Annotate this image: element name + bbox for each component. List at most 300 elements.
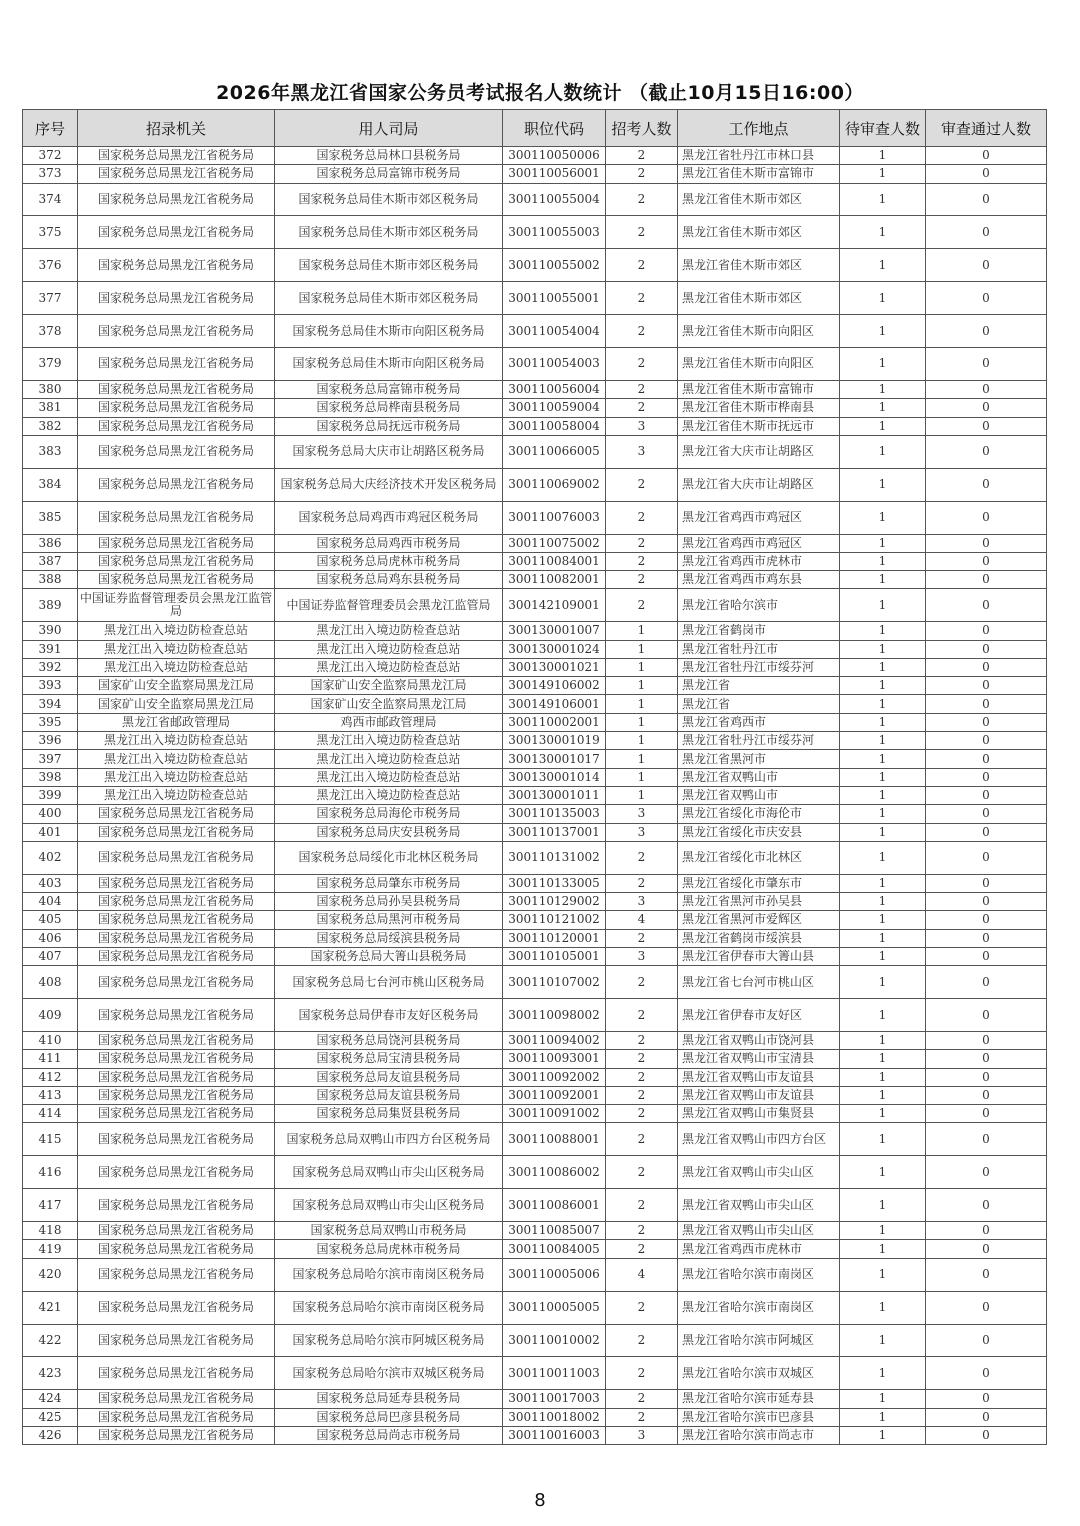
row-quota: 2 [606,1068,678,1086]
row-pending-count: 1 [840,1390,926,1408]
row-number: 423 [23,1357,78,1390]
row-agency: 黑龙江出入境边防检查总站 [78,732,275,750]
table-row [23,348,1047,381]
row-quota: 2 [606,1086,678,1104]
row-position-code: 300149106002 [503,677,606,695]
row-department: 国家税务总局哈尔滨市双城区税务局 [275,1357,503,1390]
row-pending-count: 1 [840,999,926,1032]
row-agency: 国家税务总局黑龙江省税务局 [78,315,275,348]
row-department: 国家税务总局佳木斯市向阳区税务局 [275,348,503,381]
row-pending-count: 1 [840,1258,926,1291]
row-department: 国家税务总局大庆经济技术开发区税务局 [275,468,503,501]
row-pending-count: 1 [840,534,926,552]
row-passed-count: 0 [926,1240,1047,1258]
row-number: 418 [23,1222,78,1240]
row-pending-count: 1 [840,911,926,929]
row-quota: 2 [606,589,678,622]
row-quota: 1 [606,732,678,750]
row-agency: 国家税务总局黑龙江省税务局 [78,1156,275,1189]
row-number: 422 [23,1324,78,1357]
row-location: 黑龙江省哈尔滨市阿城区 [678,1324,840,1357]
table-row [23,399,1047,417]
row-passed-count: 0 [926,1324,1047,1357]
row-number: 395 [23,713,78,731]
row-number: 390 [23,622,78,640]
table-row [23,841,1047,874]
row-pending-count: 1 [840,147,926,165]
row-agency: 国家税务总局黑龙江省税务局 [78,571,275,589]
row-agency: 黑龙江出入境边防检查总站 [78,622,275,640]
row-location: 黑龙江省佳木斯市抚远市 [678,417,840,435]
row-position-code: 300110017003 [503,1390,606,1408]
table-row [23,911,1047,929]
row-location: 黑龙江省鸡西市鸡东县 [678,571,840,589]
row-location: 黑龙江省绥化市北林区 [678,841,840,874]
row-department: 国家税务总局哈尔滨市南岗区税务局 [275,1258,503,1291]
row-quota: 2 [606,216,678,249]
row-position-code: 300110082001 [503,571,606,589]
row-quota: 2 [606,147,678,165]
row-number: 385 [23,501,78,534]
table-row [23,640,1047,658]
table-row [23,768,1047,786]
row-agency: 国家税务总局黑龙江省税务局 [78,911,275,929]
column-header-passed: 审查通过人数 [926,110,1047,147]
row-quota: 2 [606,1222,678,1240]
row-agency: 国家税务总局黑龙江省税务局 [78,823,275,841]
row-department: 国家税务总局伊春市友好区税务局 [275,999,503,1032]
row-pending-count: 1 [840,589,926,622]
row-agency: 国家税务总局黑龙江省税务局 [78,841,275,874]
row-pending-count: 1 [840,1291,926,1324]
row-quota: 1 [606,713,678,731]
row-department: 国家税务总局佳木斯市郊区税务局 [275,249,503,282]
column-header-quota: 招考人数 [606,110,678,147]
table-row [23,929,1047,947]
row-pending-count: 1 [840,823,926,841]
row-pending-count: 1 [840,1086,926,1104]
row-quota: 1 [606,786,678,804]
row-location: 黑龙江省绥化市庆安县 [678,823,840,841]
table-row [23,417,1047,435]
row-pending-count: 1 [840,1189,926,1222]
row-agency: 黑龙江出入境边防检查总站 [78,640,275,658]
row-location: 黑龙江省黑河市孙吴县 [678,893,840,911]
row-position-code: 300110059004 [503,399,606,417]
row-position-code: 300130001017 [503,750,606,768]
row-passed-count: 0 [926,380,1047,398]
row-pending-count: 1 [840,380,926,398]
row-number: 403 [23,874,78,892]
row-agency: 国家税务总局黑龙江省税务局 [78,552,275,570]
row-position-code: 300110086002 [503,1156,606,1189]
row-number: 407 [23,947,78,965]
row-location: 黑龙江省佳木斯市富锦市 [678,165,840,183]
row-agency: 国家税务总局黑龙江省税务局 [78,147,275,165]
table-row [23,315,1047,348]
row-department: 国家税务总局大庆市让胡路区税务局 [275,435,503,468]
row-position-code: 300110086001 [503,1189,606,1222]
row-pending-count: 1 [840,1068,926,1086]
row-department: 国家矿山安全监察局黑龙江局 [275,695,503,713]
row-quota: 1 [606,622,678,640]
row-quota: 3 [606,893,678,911]
row-number: 417 [23,1189,78,1222]
row-position-code: 300110092001 [503,1086,606,1104]
row-number: 408 [23,966,78,999]
row-quota: 2 [606,1123,678,1156]
row-pending-count: 1 [840,750,926,768]
row-passed-count: 0 [926,165,1047,183]
row-position-code: 300110002001 [503,713,606,731]
row-agency: 国家税务总局黑龙江省税务局 [78,1291,275,1324]
table-row [23,216,1047,249]
row-location: 黑龙江省佳木斯市郊区 [678,216,840,249]
row-passed-count: 0 [926,1156,1047,1189]
row-passed-count: 0 [926,417,1047,435]
table-row [23,435,1047,468]
row-agency: 黑龙江出入境边防检查总站 [78,750,275,768]
row-passed-count: 0 [926,622,1047,640]
table-row [23,589,1047,622]
row-pending-count: 1 [840,713,926,731]
row-passed-count: 0 [926,1408,1047,1426]
row-department: 国家税务总局哈尔滨市阿城区税务局 [275,1324,503,1357]
row-location: 黑龙江省佳木斯市郊区 [678,249,840,282]
row-pending-count: 1 [840,768,926,786]
row-passed-count: 0 [926,929,1047,947]
row-quota: 2 [606,1105,678,1123]
row-passed-count: 0 [926,501,1047,534]
row-pending-count: 1 [840,417,926,435]
row-position-code: 300110092002 [503,1068,606,1086]
row-department: 国家税务总局延寿县税务局 [275,1390,503,1408]
row-passed-count: 0 [926,589,1047,622]
row-quota: 2 [606,1240,678,1258]
row-agency: 国家税务总局黑龙江省税务局 [78,1240,275,1258]
column-header-no: 序号 [23,110,78,147]
row-quota: 2 [606,1324,678,1357]
row-quota: 2 [606,929,678,947]
row-quota: 3 [606,435,678,468]
row-location: 黑龙江省牡丹江市 [678,640,840,658]
row-passed-count: 0 [926,713,1047,731]
row-number: 420 [23,1258,78,1291]
row-number: 387 [23,552,78,570]
row-position-code: 300110084005 [503,1240,606,1258]
row-location: 黑龙江省哈尔滨市双城区 [678,1357,840,1390]
row-number: 373 [23,165,78,183]
row-location: 黑龙江省双鸭山市尖山区 [678,1156,840,1189]
row-number: 388 [23,571,78,589]
row-position-code: 300110010002 [503,1324,606,1357]
row-passed-count: 0 [926,571,1047,589]
row-quota: 2 [606,315,678,348]
table-row [23,1032,1047,1050]
row-position-code: 300110050006 [503,147,606,165]
row-department: 国家税务总局鸡西市鸡冠区税务局 [275,501,503,534]
row-location: 黑龙江省佳木斯市桦南县 [678,399,840,417]
row-location: 黑龙江省黑河市 [678,750,840,768]
table-row [23,249,1047,282]
row-location: 黑龙江省哈尔滨市尚志市 [678,1426,840,1444]
row-quota: 2 [606,348,678,381]
row-position-code: 300130001024 [503,640,606,658]
row-location: 黑龙江省佳木斯市郊区 [678,183,840,216]
row-passed-count: 0 [926,1032,1047,1050]
row-agency: 国家税务总局黑龙江省税务局 [78,1357,275,1390]
row-number: 396 [23,732,78,750]
row-pending-count: 1 [840,874,926,892]
row-agency: 国家税务总局黑龙江省税务局 [78,380,275,398]
row-pending-count: 1 [840,1324,926,1357]
row-department: 国家税务总局佳木斯市向阳区税务局 [275,315,503,348]
row-location: 黑龙江省鹤岗市绥滨县 [678,929,840,947]
row-department: 国家矿山安全监察局黑龙江局 [275,677,503,695]
row-location: 黑龙江省 [678,677,840,695]
row-pending-count: 1 [840,805,926,823]
column-header-agency: 招录机关 [78,110,275,147]
table-row [23,1258,1047,1291]
row-quota: 2 [606,874,678,892]
row-position-code: 300110066005 [503,435,606,468]
row-number: 414 [23,1105,78,1123]
table-row [23,501,1047,534]
row-number: 419 [23,1240,78,1258]
table-row [23,1105,1047,1123]
row-department: 国家税务总局庆安县税务局 [275,823,503,841]
row-department: 国家税务总局鸡西市税务局 [275,534,503,552]
row-number: 421 [23,1291,78,1324]
row-passed-count: 0 [926,1123,1047,1156]
row-department: 国家税务总局巴彦县税务局 [275,1408,503,1426]
row-number: 397 [23,750,78,768]
row-location: 黑龙江省鹤岗市 [678,622,840,640]
row-location: 黑龙江省 [678,695,840,713]
row-department: 国家税务总局鸡东县税务局 [275,571,503,589]
row-number: 375 [23,216,78,249]
row-passed-count: 0 [926,1050,1047,1068]
row-quota: 2 [606,1050,678,1068]
table-row [23,147,1047,165]
row-position-code: 300110018002 [503,1408,606,1426]
row-pending-count: 1 [840,786,926,804]
table-row [23,823,1047,841]
row-position-code: 300110120001 [503,929,606,947]
row-department: 国家税务总局集贤县税务局 [275,1105,503,1123]
row-pending-count: 1 [840,552,926,570]
row-quota: 4 [606,1258,678,1291]
row-location: 黑龙江省鸡西市鸡冠区 [678,501,840,534]
table-row [23,1222,1047,1240]
row-location: 黑龙江省双鸭山市宝清县 [678,1050,840,1068]
row-agency: 国家税务总局黑龙江省税务局 [78,348,275,381]
row-quota: 3 [606,1426,678,1444]
row-number: 392 [23,658,78,676]
row-quota: 1 [606,695,678,713]
row-department: 黑龙江出入境边防检查总站 [275,622,503,640]
row-pending-count: 1 [840,348,926,381]
row-agency: 黑龙江出入境边防检查总站 [78,768,275,786]
row-department: 国家税务总局尚志市税务局 [275,1426,503,1444]
row-pending-count: 1 [840,435,926,468]
row-passed-count: 0 [926,315,1047,348]
registration-stats-table [22,109,1047,1445]
row-department: 国家税务总局双鸭山市尖山区税务局 [275,1189,503,1222]
row-location: 黑龙江省佳木斯市郊区 [678,282,840,315]
row-agency: 国家税务总局黑龙江省税务局 [78,1032,275,1050]
row-position-code: 300110005006 [503,1258,606,1291]
row-agency: 国家矿山安全监察局黑龙江局 [78,695,275,713]
row-location: 黑龙江省双鸭山市尖山区 [678,1189,840,1222]
row-quota: 2 [606,552,678,570]
table-row [23,380,1047,398]
row-position-code: 300142109001 [503,589,606,622]
row-position-code: 300130001021 [503,658,606,676]
row-quota: 2 [606,1189,678,1222]
row-passed-count: 0 [926,399,1047,417]
table-row [23,1068,1047,1086]
table-row [23,1291,1047,1324]
row-number: 391 [23,640,78,658]
row-quota: 1 [606,750,678,768]
row-agency: 国家税务总局黑龙江省税务局 [78,1324,275,1357]
row-position-code: 300110005005 [503,1291,606,1324]
table-header-row [23,110,1047,147]
row-position-code: 300110121002 [503,911,606,929]
row-passed-count: 0 [926,947,1047,965]
row-location: 黑龙江省牡丹江市绥芬河 [678,658,840,676]
row-quota: 2 [606,165,678,183]
row-department: 国家税务总局富锦市税务局 [275,380,503,398]
table-row [23,622,1047,640]
row-position-code: 300110069002 [503,468,606,501]
row-number: 425 [23,1408,78,1426]
row-number: 401 [23,823,78,841]
row-department: 国家税务总局七台河市桃山区税务局 [275,966,503,999]
row-agency: 国家税务总局黑龙江省税务局 [78,534,275,552]
column-header-pending: 待审查人数 [840,110,926,147]
row-location: 黑龙江省佳木斯市向阳区 [678,315,840,348]
table-row [23,1426,1047,1444]
row-quota: 3 [606,823,678,841]
row-quota: 2 [606,966,678,999]
row-position-code: 300110088001 [503,1123,606,1156]
table-row [23,1050,1047,1068]
row-agency: 国家税务总局黑龙江省税务局 [78,501,275,534]
row-pending-count: 1 [840,966,926,999]
row-agency: 黑龙江省邮政管理局 [78,713,275,731]
row-position-code: 300130001007 [503,622,606,640]
row-quota: 3 [606,805,678,823]
row-location: 黑龙江省鸡西市鸡冠区 [678,534,840,552]
row-department: 国家税务总局佳木斯市郊区税务局 [275,183,503,216]
row-location: 黑龙江省双鸭山市四方台区 [678,1123,840,1156]
row-location: 黑龙江省绥化市肇东市 [678,874,840,892]
table-row [23,999,1047,1032]
row-department: 国家税务总局哈尔滨市南岗区税务局 [275,1291,503,1324]
row-passed-count: 0 [926,1390,1047,1408]
row-number: 379 [23,348,78,381]
row-quota: 2 [606,282,678,315]
row-passed-count: 0 [926,893,1047,911]
row-agency: 国家税务总局黑龙江省税务局 [78,282,275,315]
table-row [23,571,1047,589]
row-agency: 国家税务总局黑龙江省税务局 [78,399,275,417]
row-pending-count: 1 [840,1240,926,1258]
row-pending-count: 1 [840,1357,926,1390]
table-row [23,677,1047,695]
row-pending-count: 1 [840,1123,926,1156]
row-position-code: 300110055001 [503,282,606,315]
row-number: 386 [23,534,78,552]
row-passed-count: 0 [926,640,1047,658]
row-agency: 国家税务总局黑龙江省税务局 [78,1050,275,1068]
row-position-code: 300110085007 [503,1222,606,1240]
row-agency: 国家税务总局黑龙江省税务局 [78,947,275,965]
row-position-code: 300110135003 [503,805,606,823]
row-passed-count: 0 [926,805,1047,823]
row-number: 380 [23,380,78,398]
row-agency: 黑龙江出入境边防检查总站 [78,658,275,676]
row-pending-count: 1 [840,165,926,183]
row-number: 398 [23,768,78,786]
table-row [23,1240,1047,1258]
row-agency: 国家税务总局黑龙江省税务局 [78,1222,275,1240]
row-location: 黑龙江省大庆市让胡路区 [678,435,840,468]
row-number: 424 [23,1390,78,1408]
row-agency: 国家税务总局黑龙江省税务局 [78,1105,275,1123]
row-number: 383 [23,435,78,468]
row-pending-count: 1 [840,640,926,658]
row-pending-count: 1 [840,468,926,501]
row-quota: 2 [606,1357,678,1390]
row-position-code: 300110055003 [503,216,606,249]
row-passed-count: 0 [926,1291,1047,1324]
row-passed-count: 0 [926,874,1047,892]
row-passed-count: 0 [926,823,1047,841]
row-agency: 黑龙江出入境边防检查总站 [78,786,275,804]
row-position-code: 300110129002 [503,893,606,911]
row-location: 黑龙江省哈尔滨市延寿县 [678,1390,840,1408]
row-department: 黑龙江出入境边防检查总站 [275,768,503,786]
row-passed-count: 0 [926,249,1047,282]
row-quota: 2 [606,1408,678,1426]
row-quota: 2 [606,249,678,282]
row-number: 416 [23,1156,78,1189]
row-agency: 国家税务总局黑龙江省税务局 [78,893,275,911]
row-quota: 2 [606,534,678,552]
row-agency: 国家税务总局黑龙江省税务局 [78,1426,275,1444]
row-pending-count: 1 [840,315,926,348]
row-pending-count: 1 [840,677,926,695]
row-quota: 2 [606,1032,678,1050]
row-quota: 2 [606,999,678,1032]
row-department: 国家税务总局宝清县税务局 [275,1050,503,1068]
row-department: 国家税务总局友谊县税务局 [275,1068,503,1086]
row-quota: 1 [606,658,678,676]
row-passed-count: 0 [926,999,1047,1032]
row-position-code: 300110076003 [503,501,606,534]
row-quota: 2 [606,1390,678,1408]
table-row [23,893,1047,911]
table-row [23,750,1047,768]
row-agency: 国家税务总局黑龙江省税务局 [78,874,275,892]
row-pending-count: 1 [840,571,926,589]
row-position-code: 300149106001 [503,695,606,713]
row-quota: 2 [606,1291,678,1324]
row-passed-count: 0 [926,658,1047,676]
